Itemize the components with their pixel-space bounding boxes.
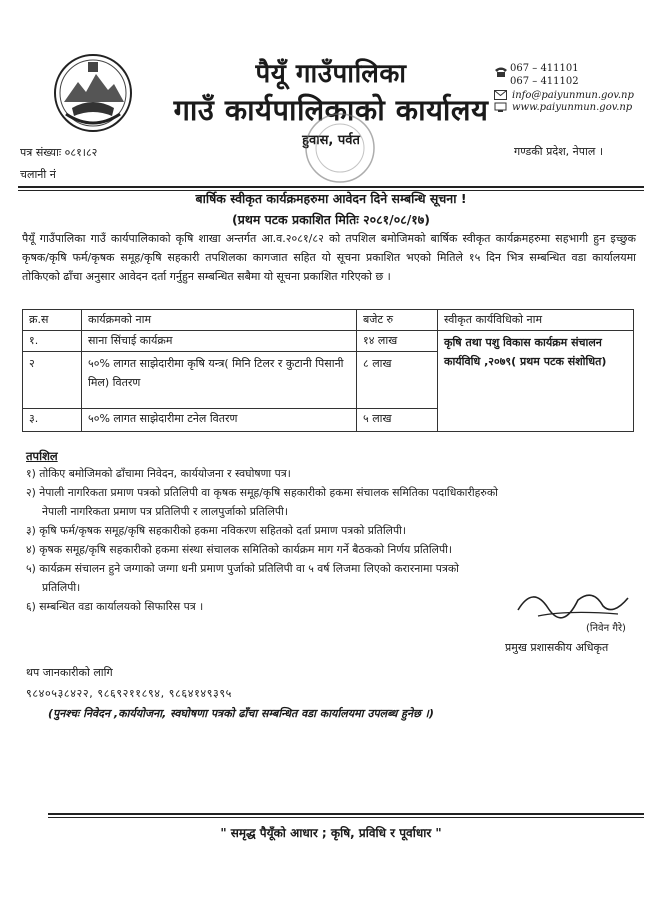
- notice-body: पैयूँ गाउँपालिका गाउँ कार्यपालिकाको कृषि शाखा अन्तर्गत आ.व.२०८१/८२ को तपशिल बमोजिमको बार्षिक स्वीकृत कार्यक्रमहरुमा सहभागी हुन इच्छुक कृषक/कृषि फर्म/कृषक समूह/कृषि सहकारी तपशिलका कागजात सहित यो सूचना प्रकाशित भएको मितिले १५ दिन भित्र सम्बन्धित वडा कार्यालयमा तोकिएको ढाँचा अनुसार आवेदन दर्ता गर्नुहुन सम्बन्धित सबैमा यो सूचना प्रकाशित गरिएको छ ।: [22, 232, 636, 283]
- phone-number: 067 – 411101: [510, 63, 579, 74]
- footer-divider: [48, 813, 644, 815]
- contact-label: थप जानकारीको लागि: [26, 666, 113, 679]
- phone-numbers: [510, 62, 579, 88]
- office-address: हुवास, पर्वत: [302, 133, 360, 148]
- list-item: ४) कृषक समूह/कृषि सहकारीको हकमा संस्था संचालक समितिको कार्यक्रम माग गर्ने बैठकको निर्णय प्रतिलिपी।: [26, 543, 452, 556]
- row-sn: २: [23, 352, 82, 409]
- row-sn: ३.: [23, 409, 82, 432]
- office-subtitle: गाउँ कार्यपालिकाको कार्यालय: [173, 93, 489, 127]
- notice-title: बार्षिक स्वीकृत कार्यक्रमहरुमा आवेदन दिने सम्बन्धि सूचना !: [195, 191, 467, 206]
- row-sn: १.: [23, 331, 82, 352]
- header-divider: [18, 186, 644, 188]
- list-item: प्रतिलिपी।: [42, 581, 81, 594]
- list-item: १) तोकिए बमोजिमको ढाँचामा निवेदन, कार्ययोजना र स्वघोषणा पत्र।: [26, 467, 291, 480]
- province: गण्डकी प्रदेश, नेपाल ।: [514, 145, 603, 158]
- office-name: पैयूँ गाउँपालिका: [255, 59, 407, 89]
- procedure-name: कृषि तथा पशु विकास कार्यक्रम संचालन कार्यविधि ,२०७९( प्रथम पटक संशोधित): [438, 331, 634, 432]
- contact-note: (पुनश्चः निवेदन ,कार्ययोजना, स्वघोषणा पत्रको ढाँचा सम्बन्धित वडा कार्यालयमा उपलब्ध हुनेछ ।): [48, 707, 434, 720]
- signatory-name: (निवेन गैरे): [586, 623, 626, 634]
- footer-motto: " समृद्ध पैयूँको आधार ; कृषि, प्रविधि र पूर्वाधार ": [220, 826, 442, 840]
- docs-title: तपशिल: [26, 449, 58, 463]
- website: www.paiyunmun.gov.np: [512, 102, 633, 113]
- row-program: साना सिंचाई कार्यक्रम: [82, 331, 357, 352]
- notice-date: (प्रथम पटक प्रकाशित मितिः २०८१/०८/१७): [232, 212, 430, 227]
- row-budget: १४ लाख: [357, 331, 438, 352]
- row-program: ५०% लागत साझेदारीमा कृषि यन्त्र( मिनि टिलर र कुटानी पिसानी मिल) वितरण: [82, 352, 357, 409]
- list-item: ३) कृषि फर्म/कृषक समूह/कृषि सहकारीको हकमा नविकरण सहितको दर्ता प्रमाण पत्रको प्रतिलिपी।: [26, 524, 406, 537]
- list-item: ५) कार्यक्रम संचालन हुने जग्गाको जग्गा धनी प्रमाण पुर्जाको प्रतिलिपी वा ५ वर्ष लिजमा लिएको करारनामा पत्रको: [26, 562, 459, 575]
- phone-icon: [494, 66, 508, 78]
- list-item: ६) सम्बन्धित वडा कार्यालयको सिफारिस पत्र ।: [26, 600, 204, 613]
- table-header: स्वीकृत कार्यविधिको नाम: [438, 310, 634, 331]
- row-budget: ८ लाख: [357, 352, 438, 409]
- program-table: [22, 309, 634, 432]
- table-row: [23, 331, 634, 352]
- web-icon: [494, 102, 507, 112]
- dispatch-number: चलानी नं: [20, 168, 56, 181]
- signatory-title: प्रमुख प्रशासकीय अधिकृत: [505, 641, 609, 654]
- email-icon: [494, 90, 507, 100]
- row-budget: ५ लाख: [357, 409, 438, 432]
- contact-numbers: ९८४०५३८४२२, ९८६९२११८९४, ९८६४१४९३९५: [26, 687, 232, 700]
- office-stamp-icon: [300, 108, 380, 188]
- footer-divider-thin: [48, 817, 644, 818]
- list-item: २) नेपाली नागरिकता प्रमाण पत्रको प्रतिलिपी वा कृषक समूह/कृषि सहकारीको हकमा संचालक समितिका पदाधिकारीहरुको: [26, 486, 498, 499]
- email-address: info@paiyunmun.gov.np: [512, 90, 634, 101]
- table-header: बजेट रु: [357, 310, 438, 331]
- table-header: कार्यक्रमको नाम: [82, 310, 357, 331]
- list-item: नेपाली नागरिकता प्रमाण पत्र प्रतिलिपी र लालपुर्जाको प्रतिलिपी।: [42, 505, 288, 518]
- table-header: क्र.स: [23, 310, 82, 331]
- row-program: ५०% लागत साझेदारीमा टनेल वितरण: [82, 409, 357, 432]
- ref-number: पत्र संख्याः ०८१।८२: [20, 146, 98, 159]
- phone-number: 067 – 411102: [510, 76, 579, 87]
